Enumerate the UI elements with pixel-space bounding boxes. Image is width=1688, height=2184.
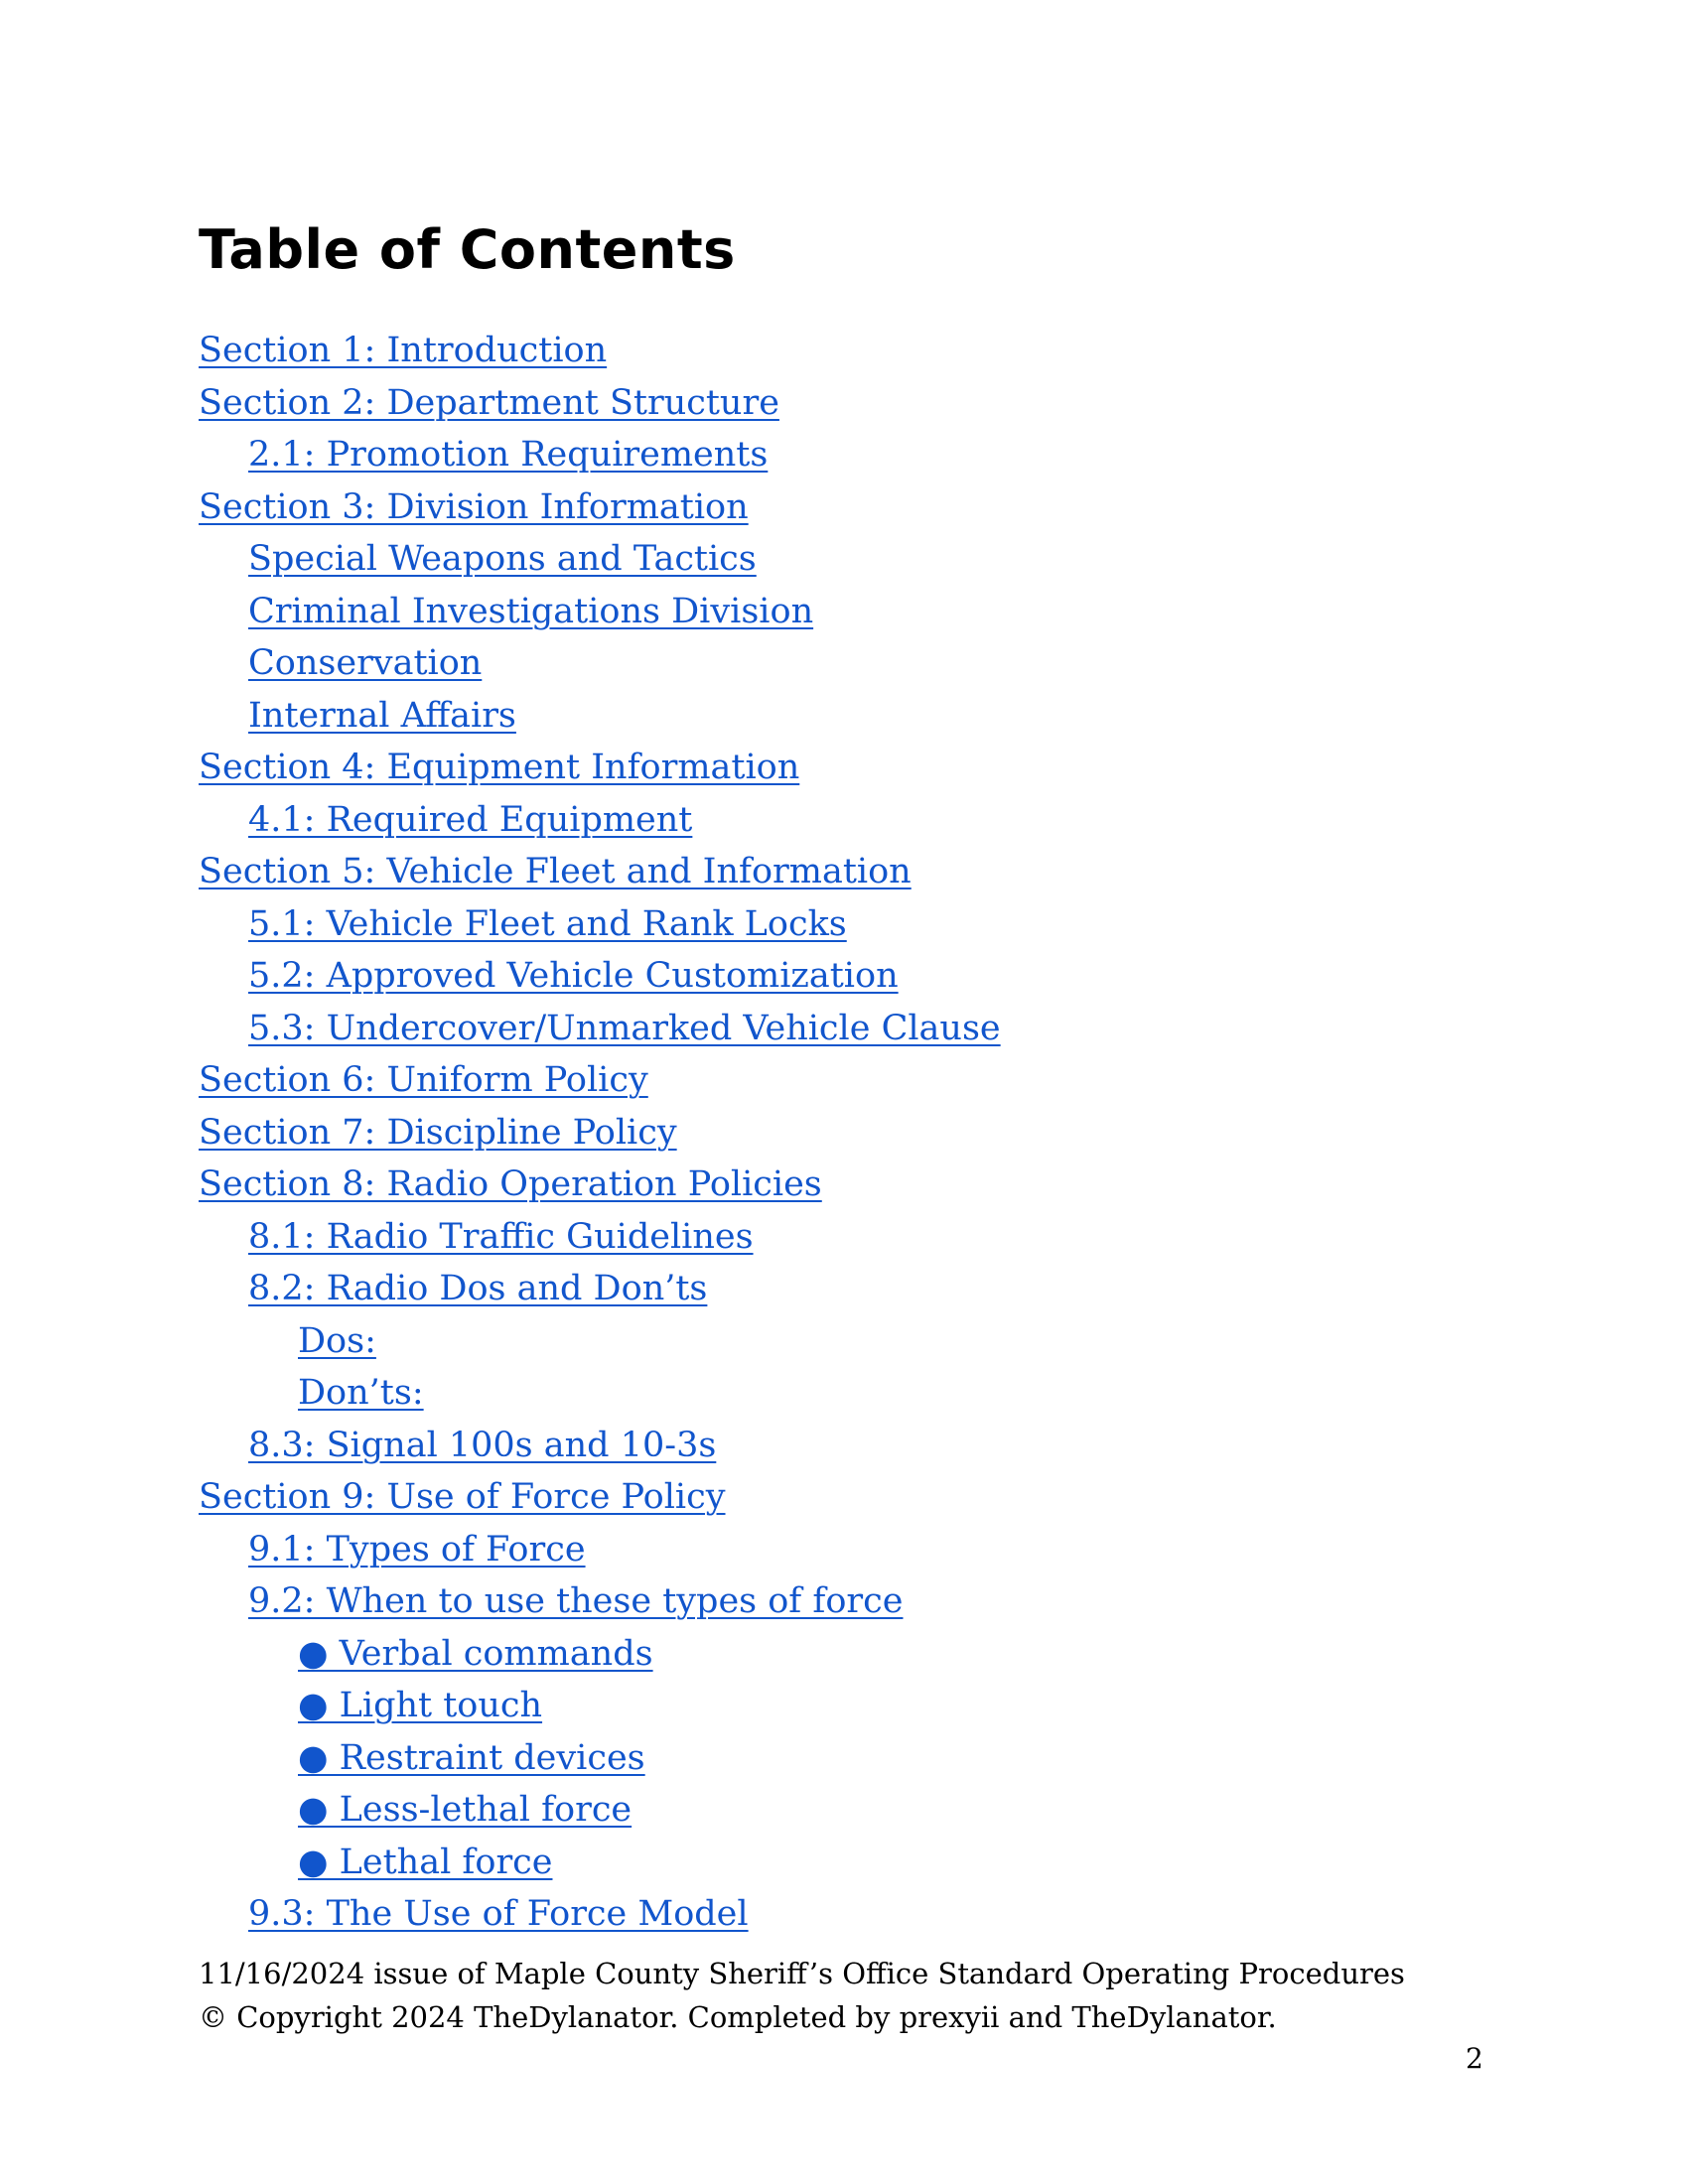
toc-link[interactable]: Section 6: Uniform Policy (199, 1060, 648, 1100)
table-of-contents (199, 325, 1001, 1941)
toc-item (199, 1888, 1001, 1941)
toc-item (199, 1054, 1001, 1107)
toc-link[interactable]: 5.3: Undercover/Unmarked Vehicle Clause (248, 1008, 1001, 1048)
toc-item (199, 586, 1001, 638)
toc-link[interactable]: 5.1: Vehicle Fleet and Rank Locks (248, 903, 847, 944)
toc-link[interactable]: Section 4: Equipment Information (199, 748, 800, 787)
toc-item (199, 1263, 1001, 1315)
toc-item (199, 898, 1001, 951)
toc-link[interactable]: ● Less-lethal force (298, 1790, 633, 1830)
toc-item (199, 1680, 1001, 1732)
toc-item (199, 846, 1001, 898)
toc-link[interactable]: 5.2: Approved Vehicle Customization (248, 956, 899, 996)
toc-link[interactable]: Dos: (298, 1320, 376, 1361)
toc-item (199, 794, 1001, 847)
toc-link[interactable]: 2.1: Promotion Requirements (248, 435, 769, 475)
toc-link[interactable]: Section 8: Radio Operation Policies (199, 1164, 822, 1204)
toc-link[interactable]: ● Light touch (298, 1686, 543, 1725)
toc-item (199, 325, 1001, 377)
toc-link[interactable]: Section 7: Discipline Policy (199, 1112, 677, 1153)
toc-item (199, 533, 1001, 586)
toc-item (199, 1420, 1001, 1472)
toc-link[interactable]: ● Lethal force (298, 1842, 553, 1882)
toc-link[interactable]: Section 3: Division Information (199, 486, 749, 527)
page-number: 2 (1466, 2042, 1483, 2075)
page-footer (199, 1952, 1405, 2039)
toc-item (199, 1367, 1001, 1420)
toc-link[interactable]: Criminal Investigations Division (248, 591, 814, 631)
toc-link[interactable]: 9.1: Types of Force (248, 1529, 586, 1570)
toc-link[interactable]: Special Weapons and Tactics (248, 539, 757, 579)
toc-link[interactable]: Section 9: Use of Force Policy (199, 1477, 726, 1517)
toc-item (199, 481, 1001, 534)
toc-link[interactable]: Section 5: Vehicle Fleet and Information (199, 852, 912, 891)
page-title: Table of Contents (199, 218, 736, 281)
toc-item (199, 1003, 1001, 1055)
toc-link[interactable]: 8.2: Radio Dos and Don’ts (248, 1269, 708, 1308)
toc-link[interactable]: 9.2: When to use these types of force (248, 1581, 904, 1621)
toc-item (199, 1575, 1001, 1628)
toc-link[interactable]: Section 1: Introduction (199, 331, 608, 370)
toc-link[interactable]: Internal Affairs (248, 695, 516, 736)
toc-item (199, 377, 1001, 430)
toc-link[interactable]: Section 2: Department Structure (199, 382, 779, 423)
toc-item (199, 1159, 1001, 1211)
toc-item (199, 429, 1001, 481)
toc-item (199, 742, 1001, 794)
toc-item (199, 950, 1001, 1003)
toc-item (199, 1524, 1001, 1576)
toc-item (199, 1107, 1001, 1160)
toc-item (199, 1315, 1001, 1368)
toc-link[interactable]: Don’ts: (298, 1373, 424, 1413)
toc-link[interactable]: ● Verbal commands (298, 1633, 653, 1674)
toc-item (199, 1211, 1001, 1264)
toc-link[interactable]: 9.3: The Use of Force Model (248, 1894, 749, 1934)
toc-link[interactable]: 4.1: Required Equipment (248, 799, 693, 840)
toc-item (199, 1784, 1001, 1837)
toc-item (199, 1837, 1001, 1889)
toc-item (199, 637, 1001, 690)
toc-item (199, 1628, 1001, 1681)
toc-item (199, 1732, 1001, 1785)
toc-link[interactable]: ● Restraint devices (298, 1737, 645, 1778)
footer-copyright-line: © Copyright 2024 TheDylanator. Completed by prexyii and TheDylanator. (199, 2000, 1277, 2034)
toc-link[interactable]: 8.3: Signal 100s and 10-3s (248, 1425, 717, 1465)
footer-issue-line: 11/16/2024 issue of Maple County Sheriff’s Office Standard Operating Procedures (199, 1957, 1405, 1990)
toc-link[interactable]: Conservation (248, 643, 483, 683)
toc-link[interactable]: 8.1: Radio Traffic Guidelines (248, 1216, 754, 1257)
toc-item (199, 690, 1001, 743)
toc-item (199, 1471, 1001, 1524)
